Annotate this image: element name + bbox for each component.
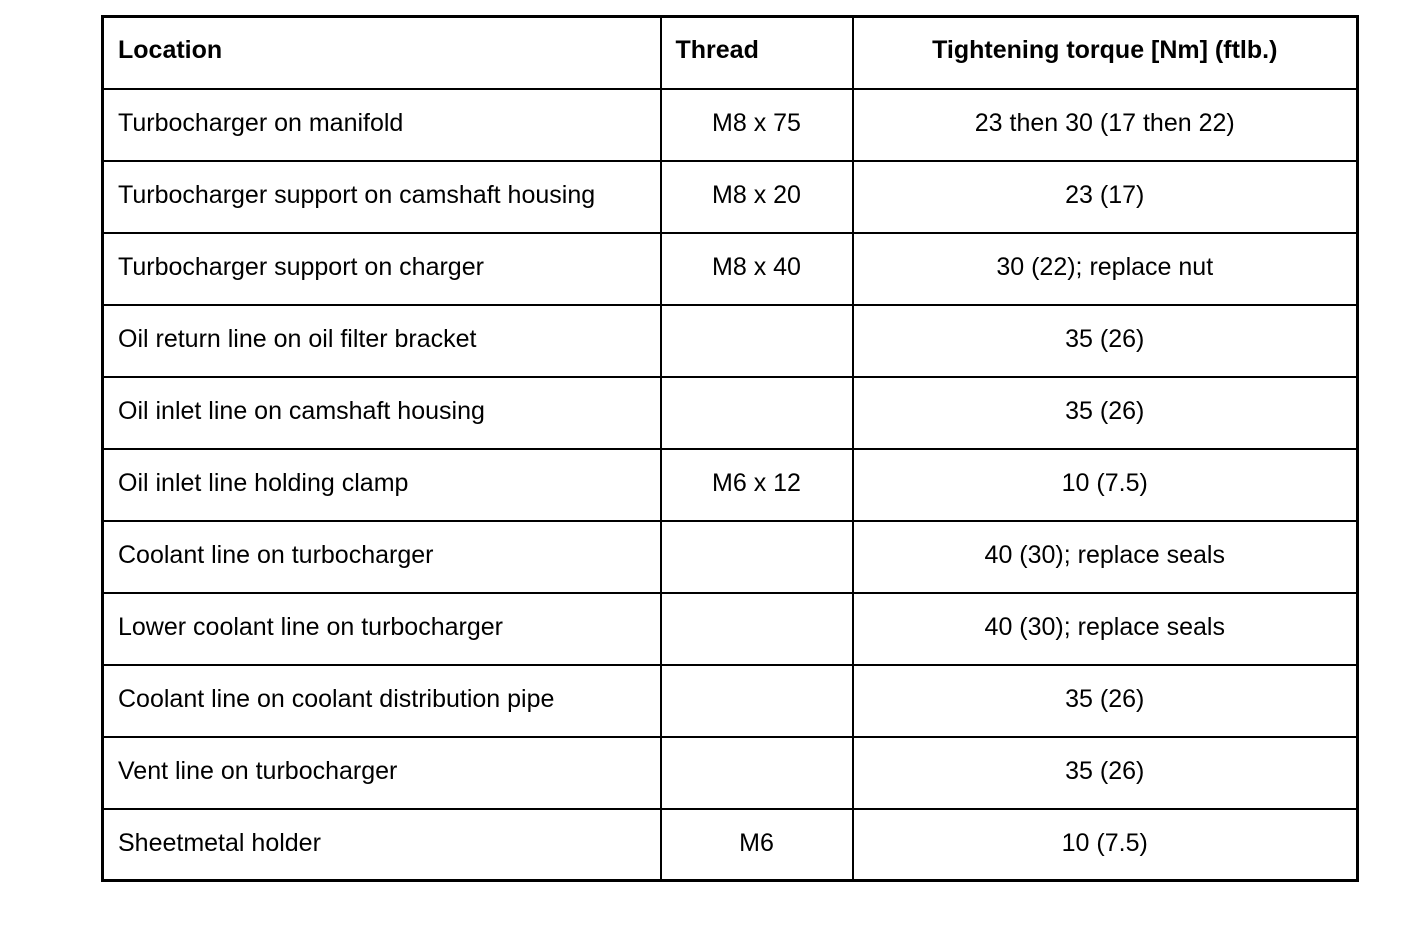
cell-torque: 35 (26): [853, 665, 1358, 737]
table-row: [103, 665, 1358, 737]
cell-location: Oil return line on oil filter bracket: [103, 305, 661, 377]
cell-thread: M6 x 12: [661, 449, 853, 521]
table-row: [103, 737, 1358, 809]
cell-location: Vent line on turbocharger: [103, 737, 661, 809]
cell-location: Coolant line on coolant distribution pipe: [103, 665, 661, 737]
cell-torque: 10 (7.5): [853, 809, 1358, 881]
cell-torque: 30 (22); replace nut: [853, 233, 1358, 305]
cell-thread: [661, 737, 853, 809]
cell-thread: [661, 665, 853, 737]
table-row: [103, 593, 1358, 665]
cell-location: Turbocharger on manifold: [103, 89, 661, 161]
cell-location: Oil inlet line holding clamp: [103, 449, 661, 521]
cell-thread: [661, 377, 853, 449]
table-row: [103, 233, 1358, 305]
cell-thread: [661, 305, 853, 377]
cell-torque: 35 (26): [853, 305, 1358, 377]
cell-thread: [661, 521, 853, 593]
table-row: [103, 521, 1358, 593]
cell-location: Oil inlet line on camshaft housing: [103, 377, 661, 449]
table-header-row: [103, 17, 1358, 89]
cell-location: Turbocharger support on charger: [103, 233, 661, 305]
cell-location: Turbocharger support on camshaft housing: [103, 161, 661, 233]
cell-torque: 35 (26): [853, 737, 1358, 809]
cell-torque: 10 (7.5): [853, 449, 1358, 521]
cell-location: Lower coolant line on turbocharger: [103, 593, 661, 665]
table-row: [103, 89, 1358, 161]
cell-thread: M6: [661, 809, 853, 881]
header-torque: Tightening torque [Nm] (ftlb.): [853, 17, 1358, 89]
cell-location: Coolant line on turbocharger: [103, 521, 661, 593]
cell-torque: 35 (26): [853, 377, 1358, 449]
cell-torque: 23 then 30 (17 then 22): [853, 89, 1358, 161]
table-row: [103, 449, 1358, 521]
table-row: [103, 305, 1358, 377]
tightening-torque-table: [101, 15, 1359, 882]
header-thread: Thread: [661, 17, 853, 89]
cell-location: Sheetmetal holder: [103, 809, 661, 881]
table-row: [103, 809, 1358, 881]
cell-thread: M8 x 40: [661, 233, 853, 305]
cell-torque: 40 (30); replace seals: [853, 521, 1358, 593]
cell-torque: 40 (30); replace seals: [853, 593, 1358, 665]
cell-torque: 23 (17): [853, 161, 1358, 233]
header-location: Location: [103, 17, 661, 89]
table-row: [103, 377, 1358, 449]
cell-thread: M8 x 20: [661, 161, 853, 233]
cell-thread: M8 x 75: [661, 89, 853, 161]
table-row: [103, 161, 1358, 233]
cell-thread: [661, 593, 853, 665]
